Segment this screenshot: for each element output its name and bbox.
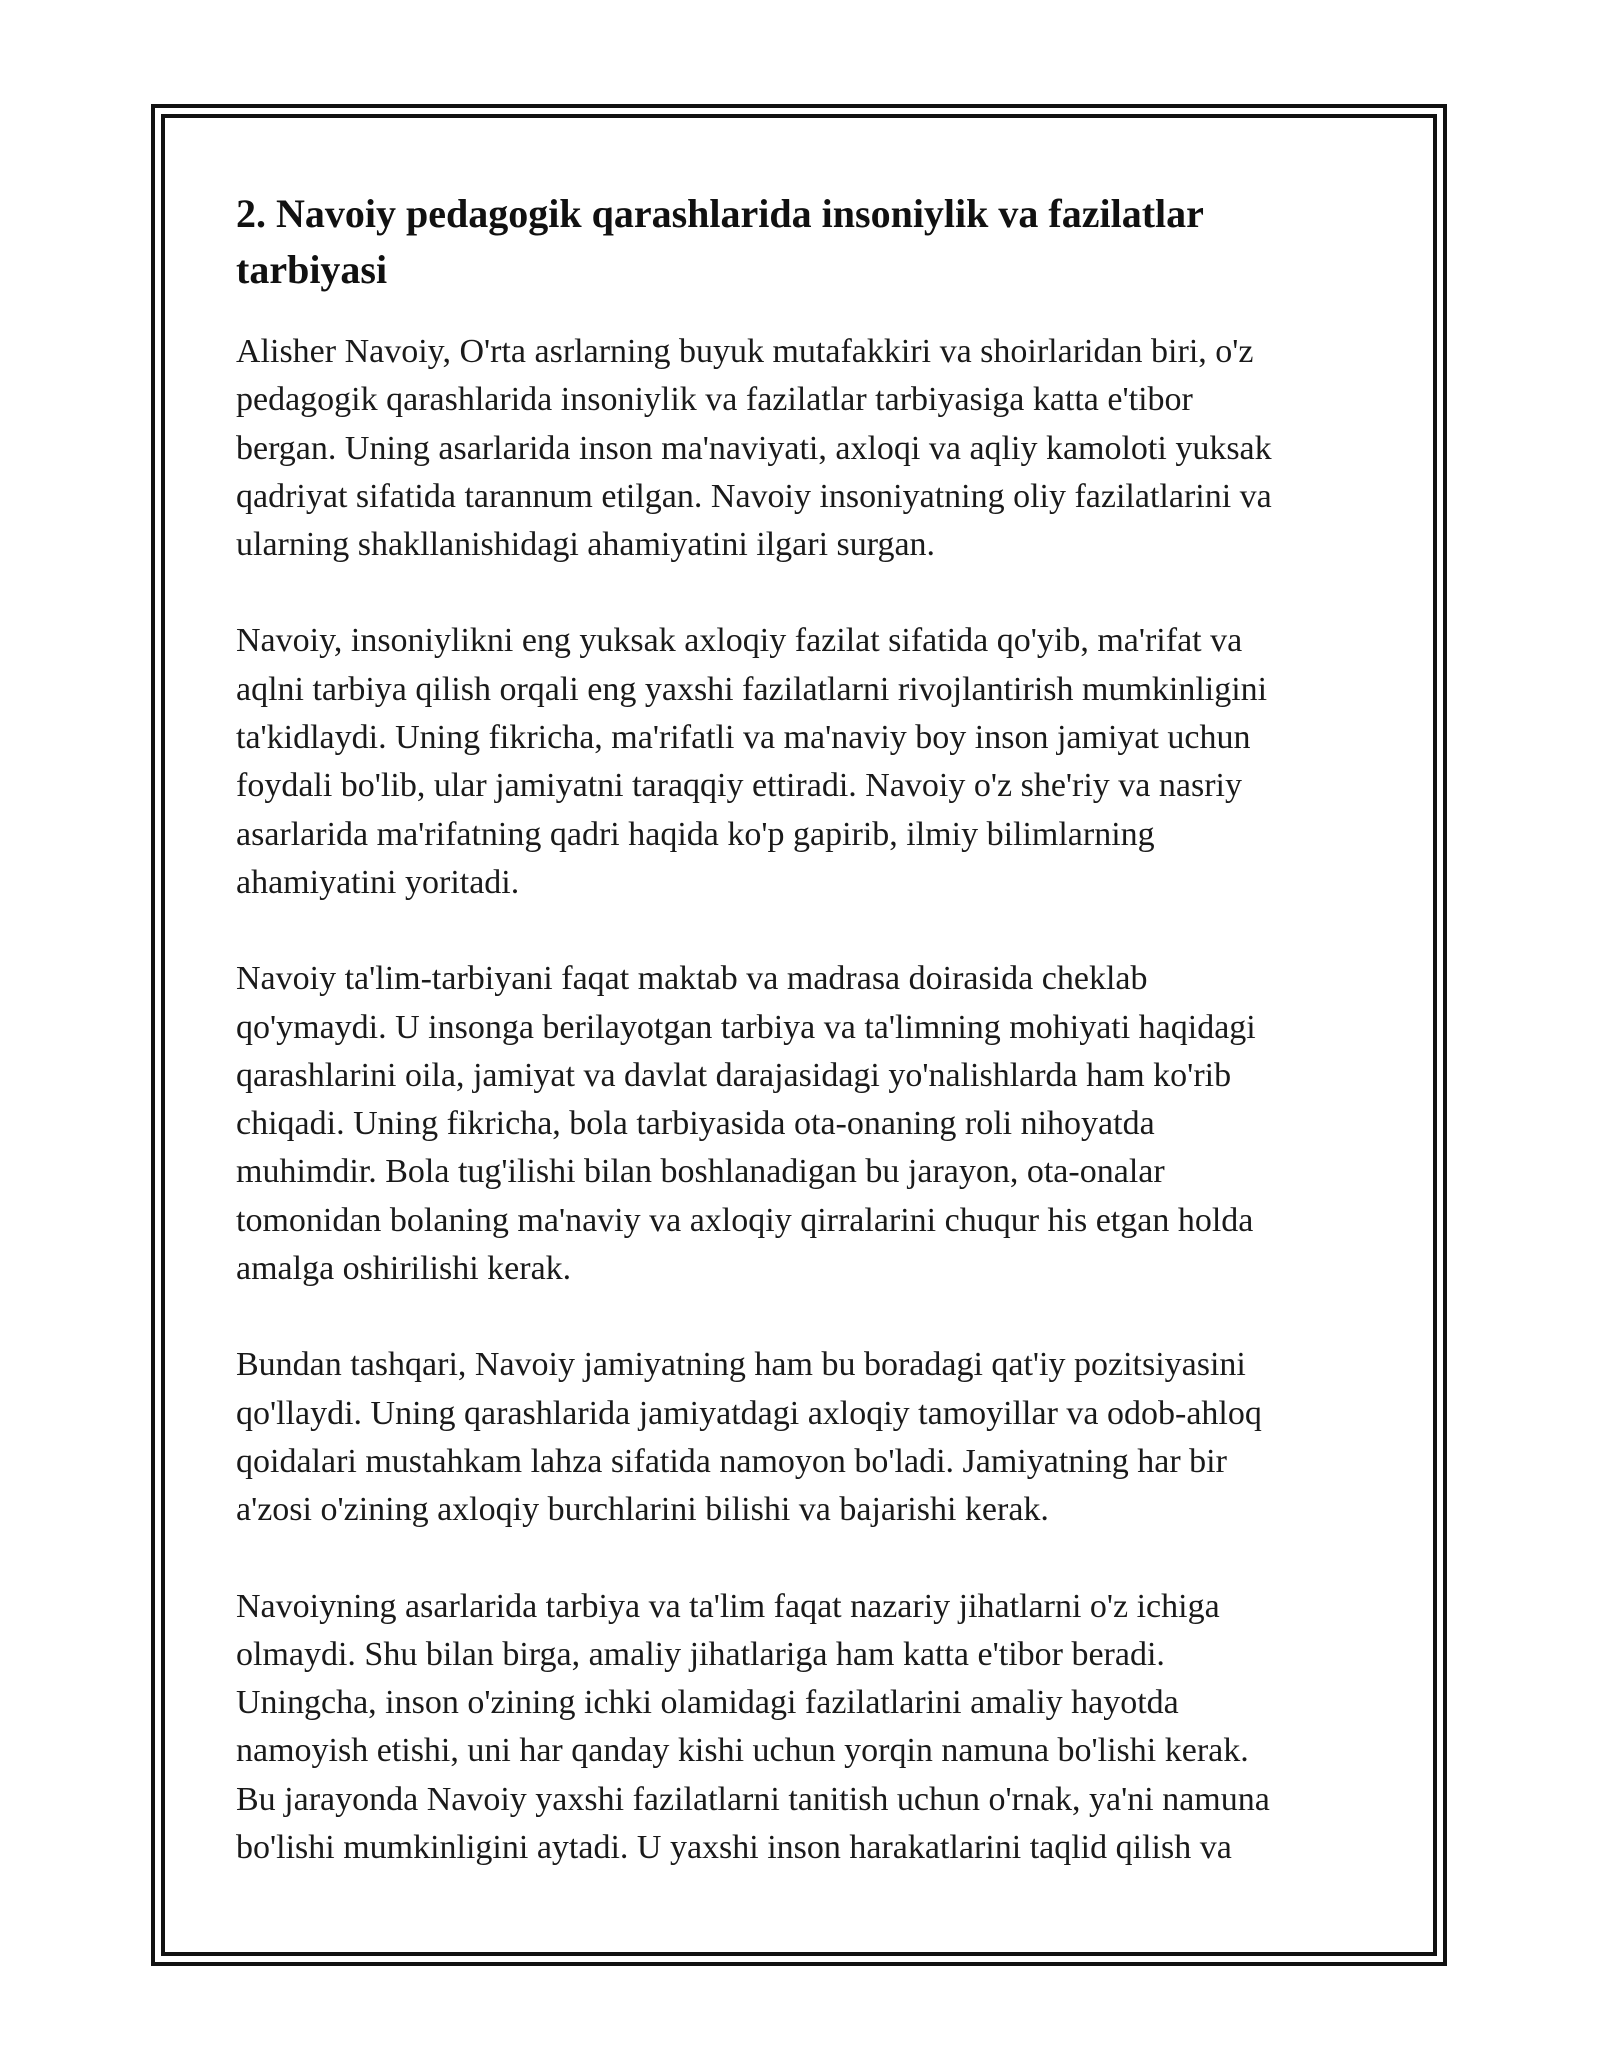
paragraph-line: Bundan tashqari, Navoiy jamiyatning ham bu boradagi qat'iy pozitsiyasini <box>236 1346 1246 1384</box>
paragraph-line: pedagogik qarashlarida insoniylik va fazilatlar tarbiyasiga katta e'tibor <box>236 381 1193 419</box>
section-heading <box>236 186 1366 298</box>
paragraph-line: bergan. Uning asarlarida inson ma'naviyati, axloqi va aqliy kamoloti yuksak <box>236 429 1272 467</box>
paragraph-line: aqlni tarbiya qilish orqali eng yaxshi fazilatlarni rivojlantirish mumkinligini <box>236 670 1268 708</box>
paragraph-line: Navoiy ta'lim-tarbiyani faqat maktab va madrasa doirasida cheklab <box>236 960 1148 998</box>
paragraph-line: asarlarida ma'rifatning qadri haqida ko'p gapirib, ilmiy bilimlarning <box>236 815 1155 853</box>
paragraph-line: chiqadi. Uning fikricha, bola tarbiyasida ota-onaning roli nihoyatda <box>236 1105 1155 1143</box>
paragraph-line: ularning shakllanishidagi ahamiyatini ilgari surgan. <box>236 526 936 564</box>
document-body <box>236 186 1366 1920</box>
paragraph-line: a'zosi o'zining axloqiy burchlarini bilishi va bajarishi kerak. <box>236 1491 1049 1529</box>
paragraph-line: amalga oshirilishi kerak. <box>236 1250 572 1288</box>
heading-line: 2. Navoiy pedagogik qarashlarida insoniylik va fazilatlar <box>236 191 1204 236</box>
paragraph-line: muhimdir. Bola tug'ilishi bilan boshlanadigan bu jarayon, ota-onalar <box>236 1153 1165 1191</box>
paragraph-line: qadriyat sifatida tarannum etilgan. Navoiy insoniyatning oliy fazilatlarini va <box>236 477 1272 515</box>
paragraph-line: foydali bo'lib, ular jamiyatni taraqqiy ettiradi. Navoiy o'z she'riy va nasriy <box>236 767 1242 805</box>
paragraph <box>236 955 1366 1293</box>
paragraph-line: qoidalari mustahkam lahza sifatida namoyon bo'ladi. Jamiyatning har bir <box>236 1442 1227 1480</box>
paragraph-line: namoyish etishi, uni har qanday kishi uchun yorqin namuna bo'lishi kerak. <box>236 1732 1249 1770</box>
paragraph-line: Navoiy, insoniylikni eng yuksak axloqiy fazilat sifatida qo'yib, ma'rifat va <box>236 622 1243 660</box>
heading-line: tarbiyasi <box>236 247 388 292</box>
paragraph-line: qo'llaydi. Uning qarashlarida jamiyatdagi axloqiy tamoyillar va odob-ahloq <box>236 1394 1262 1432</box>
paragraph <box>236 1583 1366 1873</box>
paragraph-line: qo'ymaydi. U insonga berilayotgan tarbiya va ta'limning mohiyati haqidagi <box>236 1008 1256 1046</box>
paragraph-line: olmaydi. Shu bilan birga, amaliy jihatlariga ham katta e'tibor beradi. <box>236 1635 1165 1673</box>
paragraph <box>236 617 1366 907</box>
paragraph-line: qarashlarini oila, jamiyat va davlat darajasidagi yo'nalishlarda ham ko'rib <box>236 1056 1232 1094</box>
paragraph-line: Bu jarayonda Navoiy yaxshi fazilatlarni tanitish uchun o'rnak, ya'ni namuna <box>236 1780 1270 1818</box>
paragraph-line: Uningcha, inson o'zining ichki olamidagi fazilatlarini amaliy hayotda <box>236 1684 1179 1722</box>
paragraph-line: Navoiyning asarlarida tarbiya va ta'lim faqat nazariy jihatlarni o'z ichiga <box>236 1587 1220 1625</box>
paragraph <box>236 328 1366 569</box>
paragraph <box>236 1341 1366 1534</box>
paragraph-line: bo'lishi mumkinligini aytadi. U yaxshi inson harakatlarini taqlid qilish va <box>236 1829 1232 1867</box>
paragraph-line: ahamiyatini yoritadi. <box>236 863 520 901</box>
paragraph-line: ta'kidlaydi. Uning fikricha, ma'rifatli va ma'naviy boy inson jamiyat uchun <box>236 719 1251 757</box>
paragraph-line: Alisher Navoiy, O'rta asrlarning buyuk mutafakkiri va shoirlaridan biri, o'z <box>236 333 1254 370</box>
paragraph-line: tomonidan bolaning ma'naviy va axloqiy qirralarini chuqur his etgan holda <box>236 1201 1254 1239</box>
